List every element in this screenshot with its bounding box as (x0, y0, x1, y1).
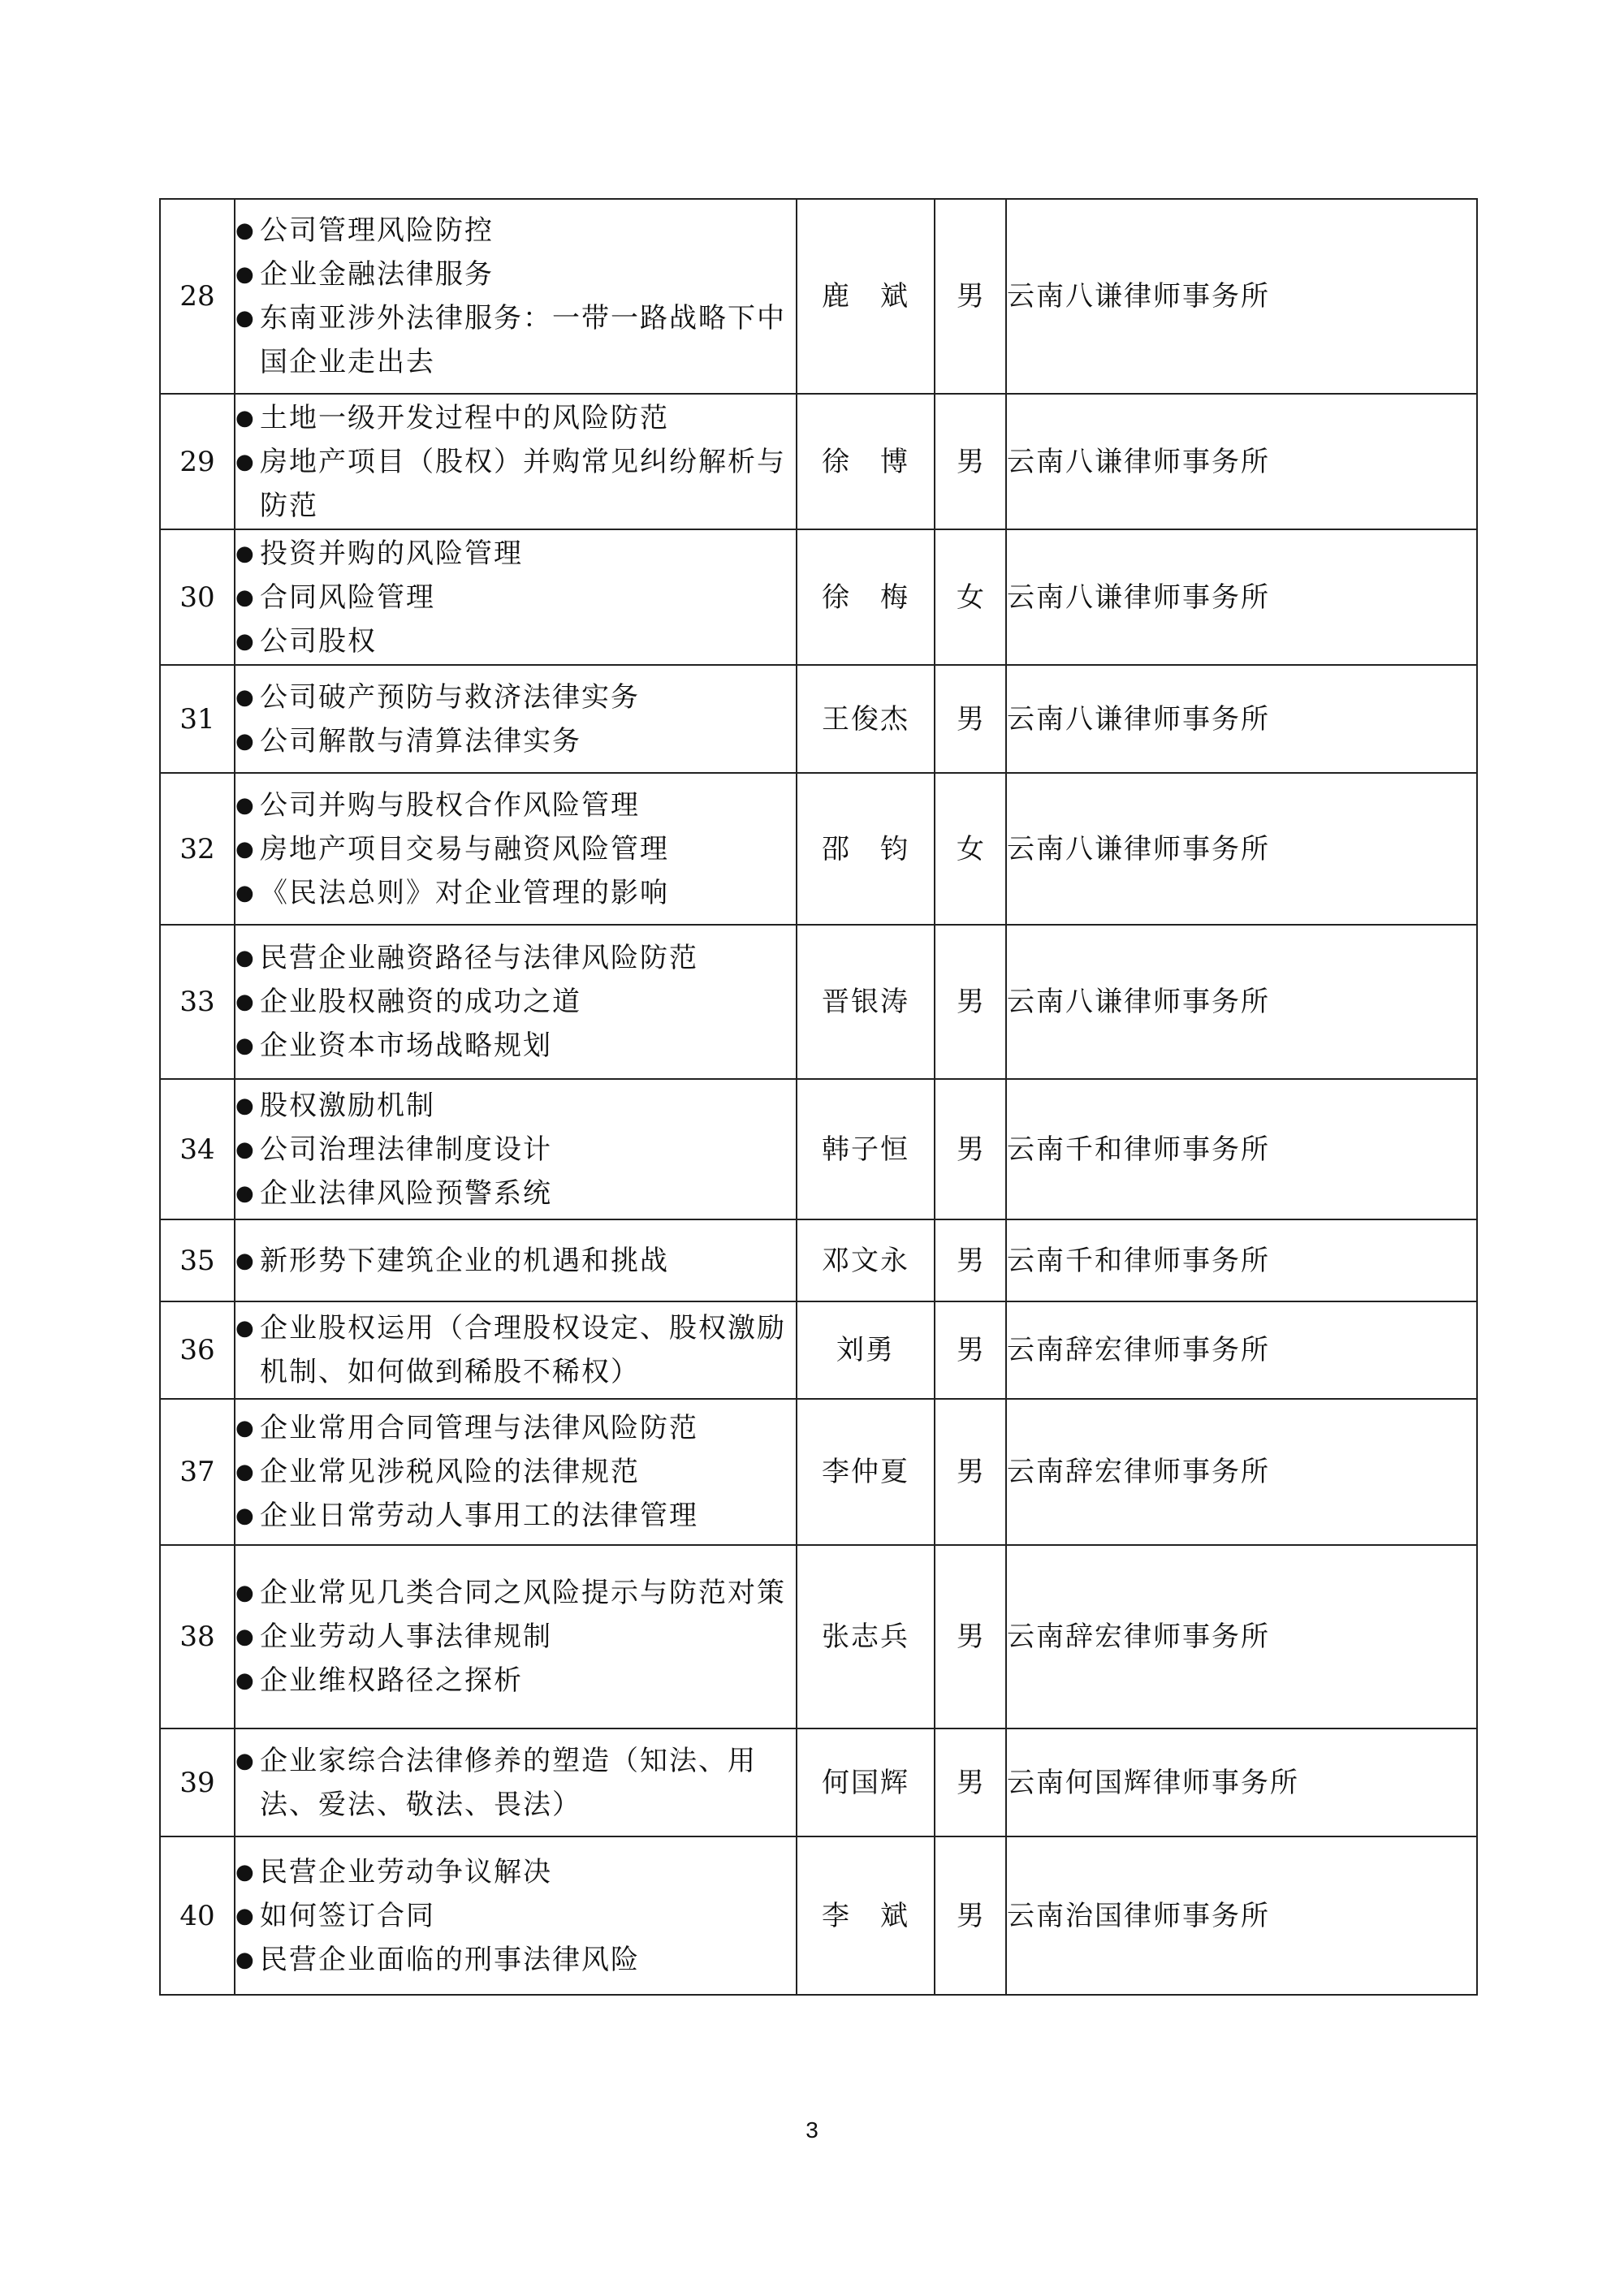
topics-cell (235, 925, 797, 1079)
roster-body (160, 199, 1477, 1995)
lawyer-name: 韩子恒 (797, 1079, 935, 1219)
table-row (160, 1836, 1477, 1995)
topic-item (235, 783, 796, 827)
topic-item (235, 1571, 796, 1615)
row-number: 29 (160, 394, 235, 529)
page-number: 3 (806, 2117, 818, 2143)
lawyer-name: 张志兵 (797, 1545, 935, 1728)
topic-text: 公司管理风险防控 (260, 214, 494, 247)
table-row (160, 925, 1477, 1079)
topic-text: 企业股权融资的成功之道 (260, 986, 581, 1018)
law-firm: 云南八谦律师事务所 (1006, 394, 1477, 529)
topics-cell (235, 199, 797, 394)
bullet-icon: ● (235, 1504, 256, 1528)
topic-item (235, 209, 796, 252)
topic-item (235, 1615, 796, 1659)
topic-item (235, 1084, 796, 1128)
topic-text: 企业日常劳动人事用工的法律管理 (260, 1500, 698, 1532)
topic-text: 民营企业劳动争议解决 (260, 1855, 552, 1888)
bullet-icon: ● (235, 218, 256, 243)
table-row (160, 199, 1477, 394)
topic-text: 公司并购与股权合作风险管理 (260, 788, 640, 822)
row-number: 32 (160, 773, 235, 925)
lawyer-name: 鹿 斌 (797, 199, 935, 394)
table-row (160, 1301, 1477, 1399)
gender: 男 (935, 1219, 1006, 1301)
topic-text: 如何签订合同 (260, 1899, 435, 1932)
law-firm: 云南千和律师事务所 (1006, 1079, 1477, 1219)
topic-text: 房地产项目（股权）并购常见纠纷解析与防范 (260, 445, 786, 522)
topics-cell (235, 1836, 797, 1995)
lawyer-name: 李 斌 (797, 1836, 935, 1995)
topic-text: 民营企业面临的刑事法律风险 (260, 1943, 640, 1976)
law-firm: 云南八谦律师事务所 (1006, 665, 1477, 773)
topic-item (235, 1024, 796, 1068)
topic-item (235, 1306, 796, 1394)
topic-text: 企业股权运用（合理股权设定、股权激励机制、如何做到稀股不稀权） (260, 1312, 786, 1388)
law-firm: 云南治国律师事务所 (1006, 1836, 1477, 1995)
bullet-icon: ● (235, 836, 256, 861)
topic-item (235, 1850, 796, 1894)
lawyer-name: 李仲夏 (797, 1399, 935, 1545)
topic-item (235, 1938, 796, 1982)
bullet-icon: ● (235, 1625, 256, 1649)
topic-item (235, 827, 796, 871)
topic-text: 企业常用合同管理与法律风险防范 (260, 1412, 698, 1444)
law-firm: 云南辞宏律师事务所 (1006, 1545, 1477, 1728)
gender: 男 (935, 1079, 1006, 1219)
bullet-icon: ● (235, 1859, 256, 1884)
bullet-icon: ● (235, 1180, 256, 1206)
topics-cell (235, 1728, 797, 1836)
topic-item (235, 1739, 796, 1827)
bullet-icon: ● (235, 449, 256, 474)
row-number: 28 (160, 199, 235, 394)
topic-text: 东南亚涉外法律服务：一带一路战略下中国企业走出去 (260, 302, 786, 378)
row-number: 39 (160, 1728, 235, 1836)
topic-item (235, 936, 796, 980)
row-number: 35 (160, 1219, 235, 1301)
topics-cell (235, 1301, 797, 1399)
topic-text: 新形势下建筑企业的机遇和挑战 (260, 1244, 669, 1277)
topic-text: 公司治理法律制度设计 (260, 1133, 552, 1166)
table-row (160, 1728, 1477, 1836)
topic-text: 公司破产预防与救济法律实务 (260, 680, 640, 714)
topic-text: 房地产项目交易与融资风险管理 (260, 832, 669, 865)
gender: 男 (935, 1301, 1006, 1399)
topic-text: 《民法总则》对企业管理的影响 (260, 876, 669, 909)
topic-item (235, 1659, 796, 1703)
table-row (160, 665, 1477, 773)
bullet-icon: ● (235, 1903, 256, 1928)
gender: 男 (935, 1399, 1006, 1545)
topic-item (235, 1128, 796, 1172)
bullet-icon: ● (235, 1416, 256, 1440)
bullet-icon: ● (235, 1093, 256, 1118)
topic-item (235, 252, 796, 296)
gender: 男 (935, 1545, 1006, 1728)
topic-text: 企业常见涉税风险的法律规范 (260, 1456, 640, 1488)
bullet-icon: ● (235, 1947, 256, 1972)
topic-text: 企业家综合法律修养的塑造（知法、用法、爱法、敬法、畏法） (260, 1744, 757, 1821)
row-number: 38 (160, 1545, 235, 1728)
topic-text: 民营企业融资路径与法律风险防范 (260, 942, 698, 974)
topic-text: 企业劳动人事法律规制 (260, 1621, 552, 1653)
topic-item (235, 980, 796, 1024)
topics-cell (235, 1219, 797, 1301)
bullet-icon: ● (235, 880, 256, 905)
bullet-icon: ● (235, 1137, 256, 1162)
lawyer-name: 晋银涛 (797, 925, 935, 1079)
topics-cell (235, 394, 797, 529)
topic-item (235, 871, 796, 915)
table-row (160, 394, 1477, 529)
bullet-icon: ● (235, 946, 256, 970)
law-firm: 云南千和律师事务所 (1006, 1219, 1477, 1301)
gender: 男 (935, 665, 1006, 773)
topic-text: 公司解散与清算法律实务 (260, 724, 581, 757)
topics-cell (235, 1399, 797, 1545)
row-number: 40 (160, 1836, 235, 1995)
table-row (160, 529, 1477, 665)
table-row (160, 1399, 1477, 1545)
row-number: 34 (160, 1079, 235, 1219)
lawyer-name: 刘勇 (797, 1301, 935, 1399)
topic-text: 土地一级开发过程中的风险防范 (260, 401, 669, 434)
topic-text: 公司股权 (260, 624, 377, 658)
topics-cell (235, 529, 797, 665)
table-row (160, 1079, 1477, 1219)
gender: 女 (935, 773, 1006, 925)
gender: 男 (935, 925, 1006, 1079)
row-number: 30 (160, 529, 235, 665)
topic-item (235, 1894, 796, 1938)
topic-item (235, 1406, 796, 1450)
row-number: 36 (160, 1301, 235, 1399)
bullet-icon: ● (235, 541, 256, 566)
topic-text: 合同风险管理 (260, 580, 435, 614)
bullet-icon: ● (235, 990, 256, 1014)
bullet-icon: ● (235, 1748, 256, 1773)
table-row (160, 773, 1477, 925)
bullet-icon: ● (235, 1460, 256, 1484)
bullet-icon: ● (235, 1034, 256, 1058)
topic-item (235, 719, 796, 763)
bullet-icon: ● (235, 628, 256, 654)
lawyer-name: 徐 梅 (797, 529, 935, 665)
bullet-icon: ● (235, 1668, 256, 1693)
bullet-icon: ● (235, 585, 256, 610)
row-number: 37 (160, 1399, 235, 1545)
law-firm: 云南辞宏律师事务所 (1006, 1399, 1477, 1545)
topic-text: 企业维权路径之探析 (260, 1664, 523, 1697)
bullet-icon: ● (235, 1316, 256, 1340)
gender: 男 (935, 1836, 1006, 1995)
lawyer-name: 邵 钧 (797, 773, 935, 925)
lawyer-roster-table (159, 198, 1478, 1996)
law-firm: 云南八谦律师事务所 (1006, 529, 1477, 665)
law-firm: 云南八谦律师事务所 (1006, 773, 1477, 925)
topics-cell (235, 665, 797, 773)
bullet-icon: ● (235, 1248, 256, 1273)
topics-cell (235, 1545, 797, 1728)
law-firm: 云南何国辉律师事务所 (1006, 1728, 1477, 1836)
topic-item (235, 619, 796, 663)
topic-item (235, 675, 796, 719)
topic-item (235, 532, 796, 576)
bullet-icon: ● (235, 1581, 256, 1605)
topic-item (235, 440, 796, 528)
topic-item (235, 1450, 796, 1494)
bullet-icon: ● (235, 792, 256, 818)
bullet-icon: ● (235, 684, 256, 710)
topic-item (235, 396, 796, 440)
topics-cell (235, 1079, 797, 1219)
row-number: 33 (160, 925, 235, 1079)
bullet-icon: ● (235, 262, 256, 287)
topics-cell (235, 773, 797, 925)
bullet-icon: ● (235, 306, 256, 330)
topic-text: 投资并购的风险管理 (260, 537, 523, 570)
lawyer-name: 王俊杰 (797, 665, 935, 773)
table-row (160, 1219, 1477, 1301)
lawyer-name: 邓文永 (797, 1219, 935, 1301)
bullet-icon: ● (235, 728, 256, 753)
gender: 女 (935, 529, 1006, 665)
topic-item (235, 1172, 796, 1215)
table-row (160, 1545, 1477, 1728)
lawyer-name: 何国辉 (797, 1728, 935, 1836)
law-firm: 云南辞宏律师事务所 (1006, 1301, 1477, 1399)
bullet-icon: ● (235, 405, 256, 430)
topic-text: 企业常见几类合同之风险提示与防范对策 (260, 1577, 786, 1609)
lawyer-name: 徐 博 (797, 394, 935, 529)
topic-text: 企业资本市场战略规划 (260, 1029, 552, 1062)
gender: 男 (935, 394, 1006, 529)
gender: 男 (935, 1728, 1006, 1836)
law-firm: 云南八谦律师事务所 (1006, 199, 1477, 394)
topic-item (235, 1494, 796, 1538)
row-number: 31 (160, 665, 235, 773)
topic-text: 企业法律风险预警系统 (260, 1176, 552, 1210)
law-firm: 云南八谦律师事务所 (1006, 925, 1477, 1079)
topic-item (235, 296, 796, 384)
topic-item (235, 576, 796, 619)
topic-text: 企业金融法律服务 (260, 258, 494, 291)
gender: 男 (935, 199, 1006, 394)
topic-item (235, 1239, 796, 1283)
topic-text: 股权激励机制 (260, 1089, 435, 1122)
